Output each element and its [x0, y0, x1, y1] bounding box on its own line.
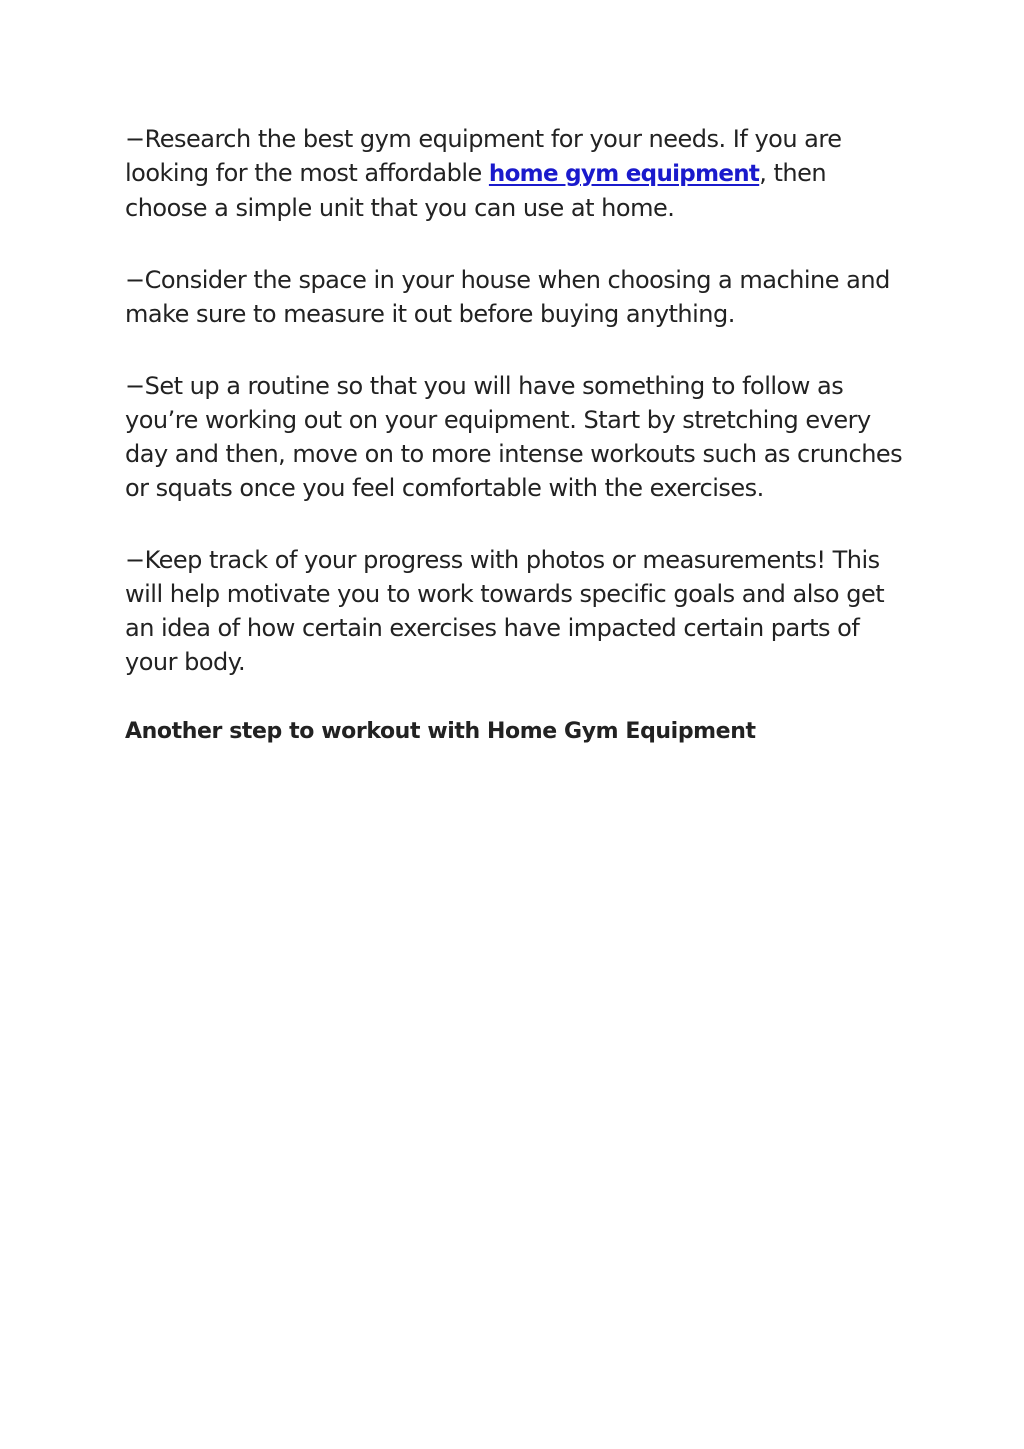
paragraph-research-text-after: , then choose a simple unit that you can use at home.: [125, 159, 827, 222]
document-body: [125, 122, 915, 747]
paragraph-routine: −Set up a routine so that you will have something to follow as you’re working out on your equipment. Start by stretching every day and then, move on to more intense workouts such as crunches or squats once you feel comfortable with the exercises.: [125, 372, 903, 502]
paragraph-consider-space: −Consider the space in your house when choosing a machine and make sure to measure it out before buying anything.: [125, 266, 890, 328]
home-gym-equipment-link[interactable]: home gym equipment: [488, 161, 760, 187]
paragraph-research-text-before: −Research the best gym equipment for your needs. If you are looking for the most affordable: [125, 125, 842, 187]
section-heading: Another step to workout with Home Gym Equipment: [125, 719, 756, 744]
paragraph-research: [125, 122, 915, 225]
paragraph-track-progress: −Keep track of your progress with photos or measurements! This will help motivate you to work towards specific goals and also get an idea of how certain exercises have impacted certain parts of your body.: [125, 546, 885, 676]
